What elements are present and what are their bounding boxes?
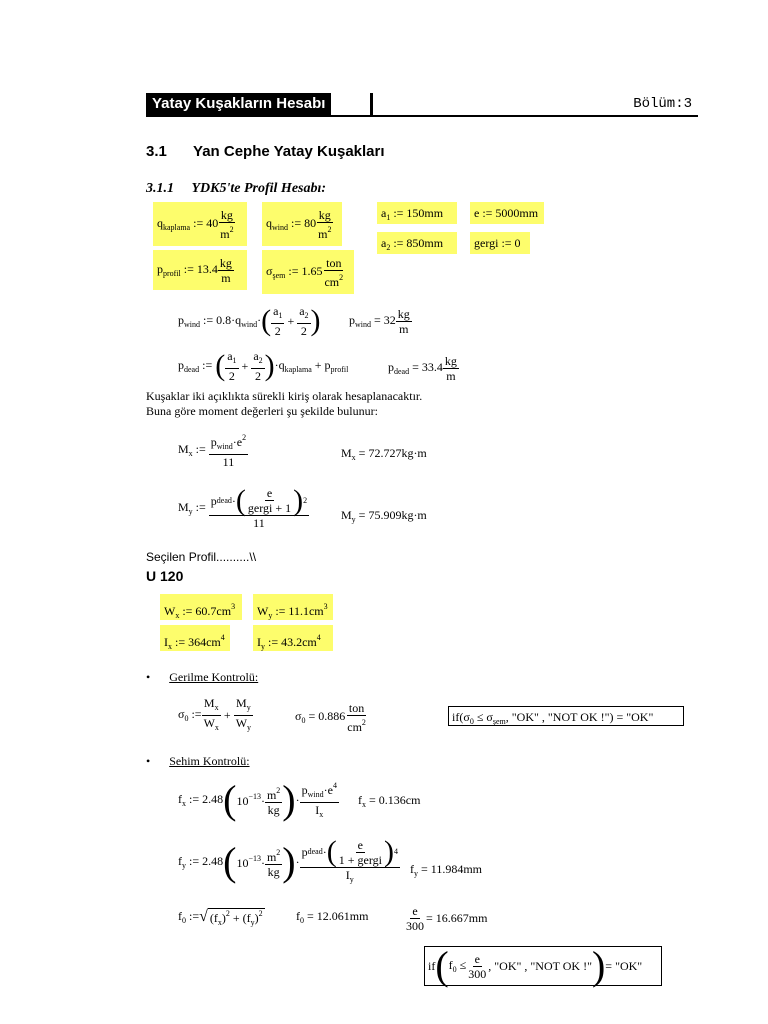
subsection-heading [146,181,326,197]
a1-def: $a_1$ := 150mm [377,202,457,224]
my-formula: $M_y$ := p dead · ( $\frac{e}{\text{gergi + 1}}$ ) 2 11 [178,483,308,530]
p-wind-result: $p_{wind} = 32$ $\frac{kg}{m}$ [349,306,410,336]
p-profil-def: $p_{profil}$ := 13.4 $\frac{kg}{m}$ [153,250,247,290]
header-title: Yatay Kuşakların Hesabı [152,95,326,112]
wy-def: $W_y$ := $11.1cm^3$ [253,594,333,620]
q-wind-def: $q_{wind}$ := 80 $\frac{kg}{m^2}$ [262,202,342,246]
description-line-1: Kuşaklar iki açıklıkta sürekli kiriş olarak hesaplanacaktır. [146,389,423,403]
my-result: $M_y = 75.909kg\cdot m$ [341,508,427,524]
deflection-check-heading [146,754,250,769]
gergi-def: gergi := 0 [470,232,530,254]
header-title-box [146,93,331,115]
iy-def: $I_y$ := $43.2cm^4$ [253,625,333,651]
sigma-sem-def: $\sigma_{şem}$ := 1.65 $\frac{\text{ton}}{cm^2}$ [262,250,354,294]
fy-formula: $f_y$ := 2.48 ( $10^{-13}\cdot$ $\frac{m^2}{kg}$ ) · p dead · ( $\frac{e}{\text{1 + gergi}}$ ) 4 $I_y$ [178,835,398,884]
header-rule [146,115,698,117]
description-text [146,389,422,419]
deflection-check-title: Sehim Kontrolü: [169,754,250,768]
sigma0-formula: $\sigma_0$ := $\frac{M_x}{W_x}$ + $\frac{M_y}{W_y}$ [178,695,252,732]
sqrt-icon: √ [199,908,208,925]
e-def: e := 5000mm [470,202,544,224]
subsection-number: 3.1.1 [146,181,174,196]
section-number: 3.1 [146,143,167,160]
fx-result: $f_x = 0.136cm$ [358,793,421,809]
ix-def: $I_x$ := $364cm^4$ [160,625,230,651]
bullet: • [146,670,151,684]
p-wind-formula: $p_{wind}$ := $0.8\cdot q_{wind}\cdot$ ( $\frac{a_1}{2}$ + $\frac{a_2}{2}$ ) [178,304,321,338]
fx-formula: $f_x$ := 2.48 ( $10^{-13}\cdot$ $\frac{m^2}{kg}$ ) · $\frac{p_{wind}\cdot e^4}{I_x}$ [178,777,337,822]
mx-formula: $M_x$ := $\frac{p_{wind}\cdot e^2}{11}$ [178,433,247,469]
page-header [146,93,698,117]
stress-check-result-box: $if(\sigma_0 \le \sigma_{şem}$, "OK" , "NOT OK !") = "OK" [448,706,684,726]
selected-profile-label: Seçilen Profil..........\\ [146,550,257,564]
fy-result: $f_y = 11.984mm$ [410,862,482,878]
section-title: Yan Cephe Yatay Kuşakları [193,143,385,160]
q-kaplama-def: $q_{kaplama}$ := 40 $\frac{kg}{m^2}$ [153,202,247,246]
section-heading [146,143,385,160]
deflection-limit-result: $\frac{e}{300}$ = 16.667mm [406,903,488,933]
sigma0-result: $\sigma_0 = 0.886$ $\frac{\text{ton}}{cm^2}$ [295,700,366,734]
subsection-title: YDK5'te Profil Hesabı: [191,181,327,196]
header-chapter: Bölüm:3 [633,96,692,112]
a2-def: $a_2$ := 850mm [377,232,457,254]
f0-result: $f_0 = 12.061mm$ [296,909,369,925]
mx-result: $M_x = 72.727kg\cdot m$ [341,446,427,462]
deflection-check-result-box: if ( $f_0$ ≤ $\frac{e}{300}$ , "OK" , "NOT OK !" ) = "OK" [424,946,662,986]
stress-check-heading [146,670,258,685]
p-dead-formula: $p_{dead}$ := ( $\frac{a_1}{2}$ + $\frac{a_2}{2}$ ) $\cdot q_{kaplama} + p_{profil}$ [178,349,349,383]
bullet: • [146,754,151,768]
wx-def: $W_x$ := $60.7cm^3$ [160,594,242,620]
description-line-2: Buna göre moment değerleri şu şekilde bulunur: [146,404,378,418]
stress-check-title: Gerilme Kontrolü: [169,670,259,684]
p-dead-result: $p_{dead} = 33.4$ $\frac{kg}{m}$ [388,353,457,383]
f0-formula: $f_0$ := √ $(f_x)^2 + (f_y)^2$ [178,908,263,927]
selected-profile-name: U 120 [146,568,184,584]
header-title-notch [370,93,373,115]
